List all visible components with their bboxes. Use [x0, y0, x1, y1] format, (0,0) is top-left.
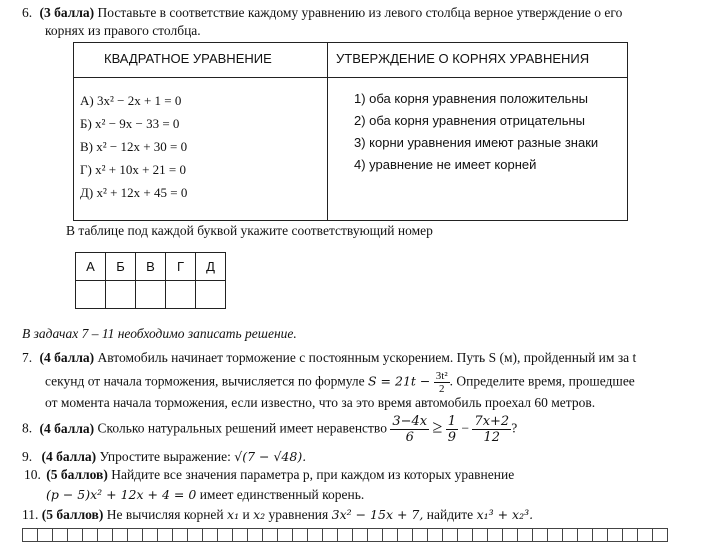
task8-fraction-3-num: 7x+2 [474, 414, 510, 429]
task7-text-line1: Автомобиль начинает торможение с постоянным ускорением. Путь S (м), пройденный им за t [97, 350, 637, 365]
task8-fraction-3-den: 12 [483, 430, 501, 445]
task7-formula: S = 21t − [368, 373, 431, 389]
task7-text-line3: от момента начала торможения, если известно, что за это время автомобиль проехал 60 метров. [45, 395, 596, 410]
task6-text-line1: Поставьте в соответствие каждому уравнению из левого столбца верное утверждение о его [97, 5, 623, 20]
answer-letter-g: Г [166, 253, 196, 281]
equation-d: Д) x² + 12x + 45 = 0 [80, 185, 188, 200]
task8-points: (4 балла) [39, 420, 95, 436]
matching-table [73, 42, 628, 221]
task8-fraction-1-den: 6 [405, 430, 414, 445]
task11-text-b: уравнения [268, 507, 329, 522]
task6-line1 [22, 5, 622, 21]
task7-number: 7. [22, 350, 33, 365]
task8-fraction-3 [472, 414, 511, 445]
answer-cell-d[interactable] [196, 281, 226, 309]
task6-number: 6. [22, 5, 33, 20]
task7-fraction-num: 3t² [435, 370, 448, 382]
equation-v: В) x² − 12x + 30 = 0 [80, 139, 188, 154]
answer-instruction: В таблице под каждой буквой укажите соответствующий номер [66, 223, 433, 238]
task11-number: 11. [22, 507, 39, 522]
note-tasks-7-11: В задачах 7 – 11 необходимо записать решение. [22, 326, 297, 341]
task11-x2: x₂ [253, 507, 266, 522]
task11-and: и [242, 507, 250, 522]
task11-equation: 3x² − 15x + 7, [331, 507, 424, 522]
task9-number: 9. [22, 449, 33, 464]
task9 [22, 449, 306, 465]
task8 [22, 414, 517, 445]
task10-line2 [46, 487, 364, 503]
task7-text-line2: секунд от начала торможения, вычисляется по формуле [45, 373, 369, 389]
task6-points: (3 балла) [39, 5, 95, 20]
equation-b: Б) x² − 9x − 33 = 0 [80, 116, 180, 131]
task7-text-line2-end: . Определите время, прошедшее [449, 373, 635, 389]
statement-1: 1) оба корня уравнения положительны [354, 91, 588, 106]
answer-cell-a[interactable] [76, 281, 106, 309]
task10-text: Найдите все значения параметра р, при каждом из которых уравнение [111, 467, 515, 482]
task6-text-line2: корнях из правого столбца. [45, 23, 201, 38]
task7-fraction-den: 2 [438, 383, 445, 395]
equation-g: Г) x² + 10x + 21 = 0 [80, 162, 186, 177]
task8-text: Сколько натуральных решений имеет неравенство [97, 420, 387, 436]
task8-relation: ≥ [432, 416, 443, 437]
column-header-statements: УТВЕРЖДЕНИЕ О КОРНЯХ УРАВНЕНИЯ [336, 51, 590, 66]
answer-letter-d: Д [196, 253, 226, 281]
task9-expression: √(7 − √48). [234, 449, 307, 464]
task10-points: (5 баллов) [46, 467, 108, 482]
statement-4: 4) уравнение не имеет корней [354, 157, 537, 172]
answer-table [75, 252, 226, 309]
task11-text-c: найдите [426, 507, 474, 522]
answer-cell-b[interactable] [106, 281, 136, 309]
answer-letter-a: А [76, 253, 106, 281]
task7-line2 [45, 370, 635, 395]
table-divider-vertical [327, 43, 328, 220]
task7-line1 [22, 350, 636, 366]
task8-fraction-2-den: 9 [447, 430, 457, 445]
answer-letter-b: Б [106, 253, 136, 281]
task8-minus: − [461, 420, 470, 436]
answer-table-input-row [76, 281, 226, 309]
task10-number: 10. [24, 467, 41, 482]
task8-fraction-2-num: 1 [447, 414, 457, 429]
task10-equation: (p − 5)x² + 12x + 4 = 0 [46, 487, 197, 502]
task11 [22, 507, 533, 523]
task11-points: (5 баллов) [41, 507, 104, 522]
task9-text: Упростите выражение: [99, 449, 231, 464]
task10-line1 [24, 467, 514, 483]
task11-target: x₁³ + x₂³. [476, 507, 534, 522]
column-header-equations: КВАДРАТНОЕ УРАВНЕНИЕ [104, 51, 272, 66]
task9-points: (4 балла) [41, 449, 97, 464]
equation-a: А) 3x² − 2x + 1 = 0 [80, 93, 182, 108]
task8-fraction-2 [446, 414, 458, 445]
answer-cell-g[interactable] [166, 281, 196, 309]
task8-number: 8. [22, 420, 33, 436]
answer-table-header-row [76, 253, 226, 281]
task8-end: ? [511, 420, 518, 436]
task10-text-end: имеет единственный корень. [199, 487, 365, 502]
answer-letter-v: В [136, 253, 166, 281]
task11-x1: x₁ [227, 507, 240, 522]
task8-fraction-1-num: 3−4x [392, 414, 428, 429]
task7-points: (4 балла) [39, 350, 95, 365]
statement-2: 2) оба корня уравнения отрицательны [354, 113, 586, 128]
task11-text-a: Не вычисляя корней [106, 507, 224, 522]
task8-fraction-1 [390, 414, 429, 445]
answer-cell-v[interactable] [136, 281, 166, 309]
statement-3: 3) корни уравнения имеют разные знаки [354, 135, 599, 150]
table-divider-horizontal [74, 77, 627, 78]
task7-fraction [434, 370, 450, 395]
